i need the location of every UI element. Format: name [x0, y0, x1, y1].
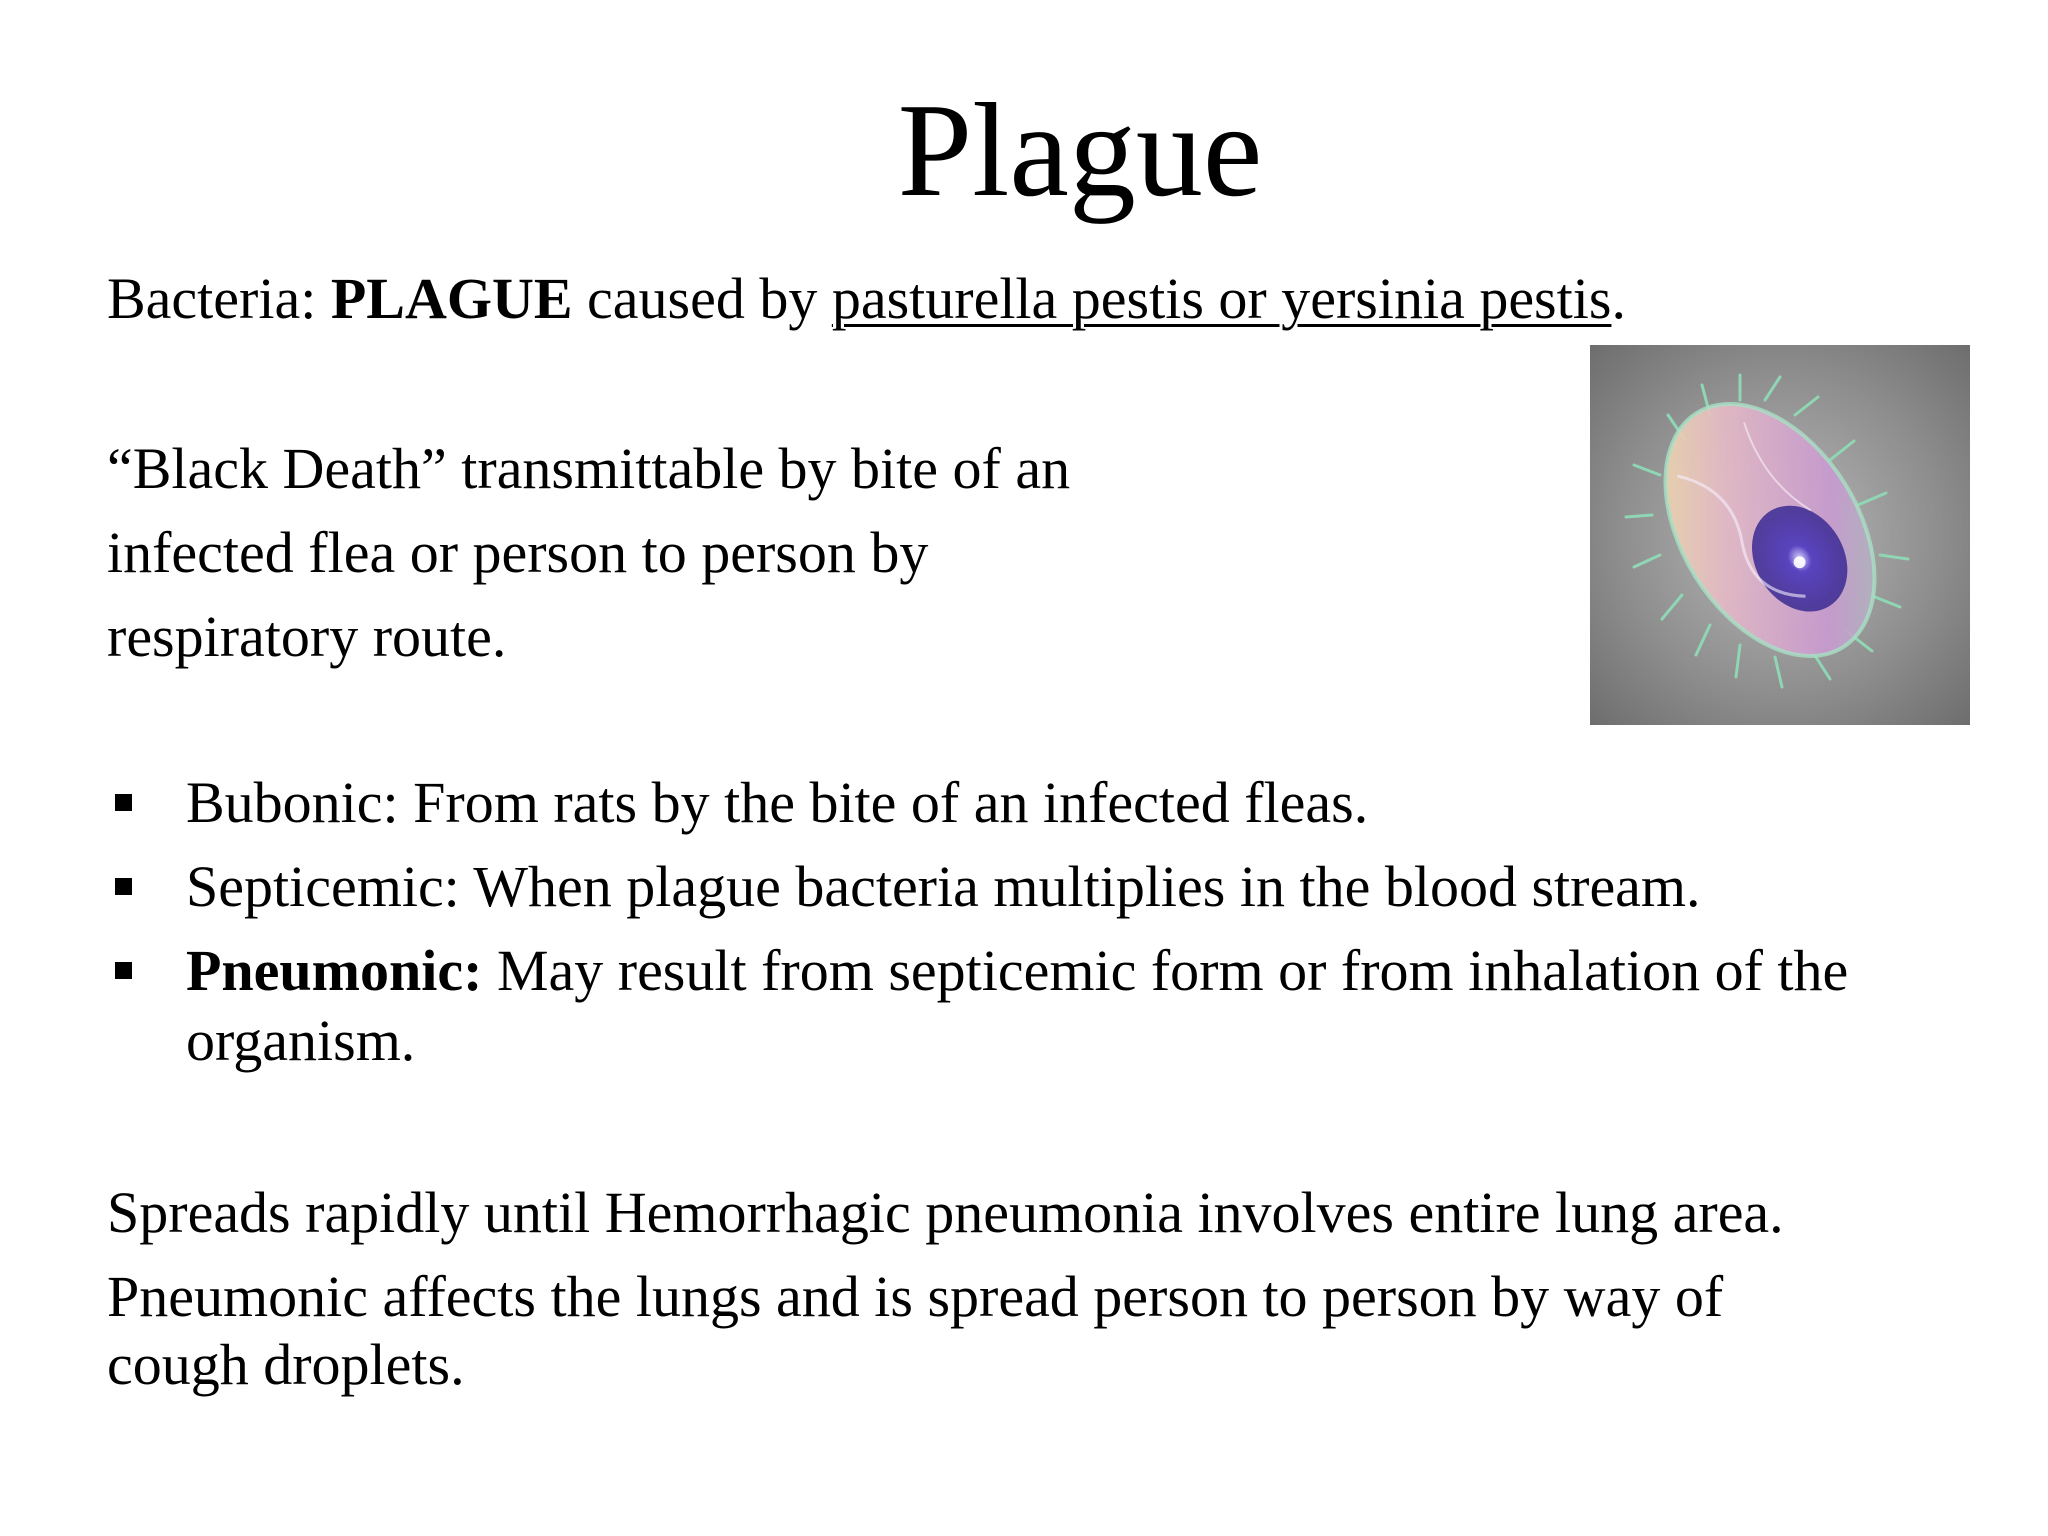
- intro-middle: caused by: [572, 266, 832, 331]
- list-item-bubonic: [107, 768, 1947, 838]
- bacterium-image: [1590, 345, 1970, 725]
- black-death-line-2: infected flea or person to person by: [107, 520, 929, 585]
- spread-line-1: Spreads rapidly until Hemorrhagic pneumonia involves entire lung area.: [107, 1180, 1784, 1245]
- bullet-bold-label: Pneumonic:: [186, 938, 483, 1003]
- square-bullet-icon: [115, 962, 132, 979]
- square-bullet-icon: [115, 878, 132, 895]
- black-death-line-3: respiratory route.: [107, 604, 507, 669]
- slide-title: Plague: [897, 76, 1263, 224]
- bullet-text: May result from septicemic form or from inhalation of the organism.: [186, 938, 1849, 1073]
- list-item-pneumonic: [107, 936, 1947, 1076]
- intro-line: [107, 264, 1626, 334]
- bullet-text: Septicemic: When plague bacteria multiplies in the blood stream.: [186, 854, 1701, 919]
- intro-bold-plague: PLAGUE: [330, 266, 573, 331]
- bullet-text-wrap: [186, 936, 1947, 1076]
- intro-suffix: .: [1611, 266, 1626, 331]
- intro-pathogen-names: pasturella pestis or yersinia pestis: [831, 266, 1612, 331]
- black-death-line-1: “Black Death” transmittable by bite of an: [107, 436, 1071, 501]
- bullet-text: Bubonic: From rats by the bite of an infected fleas.: [186, 770, 1369, 835]
- plague-forms-list: [107, 768, 1947, 1090]
- intro-prefix: Bacteria:: [107, 266, 331, 331]
- bacterium-illustration: [1590, 345, 1970, 725]
- list-item-septicemic: [107, 852, 1947, 922]
- spread-line-2: Pneumonic affects the lungs and is spread person to person by way of: [107, 1264, 1724, 1329]
- square-bullet-icon: [115, 794, 132, 811]
- spread-line-3: cough droplets.: [107, 1332, 465, 1397]
